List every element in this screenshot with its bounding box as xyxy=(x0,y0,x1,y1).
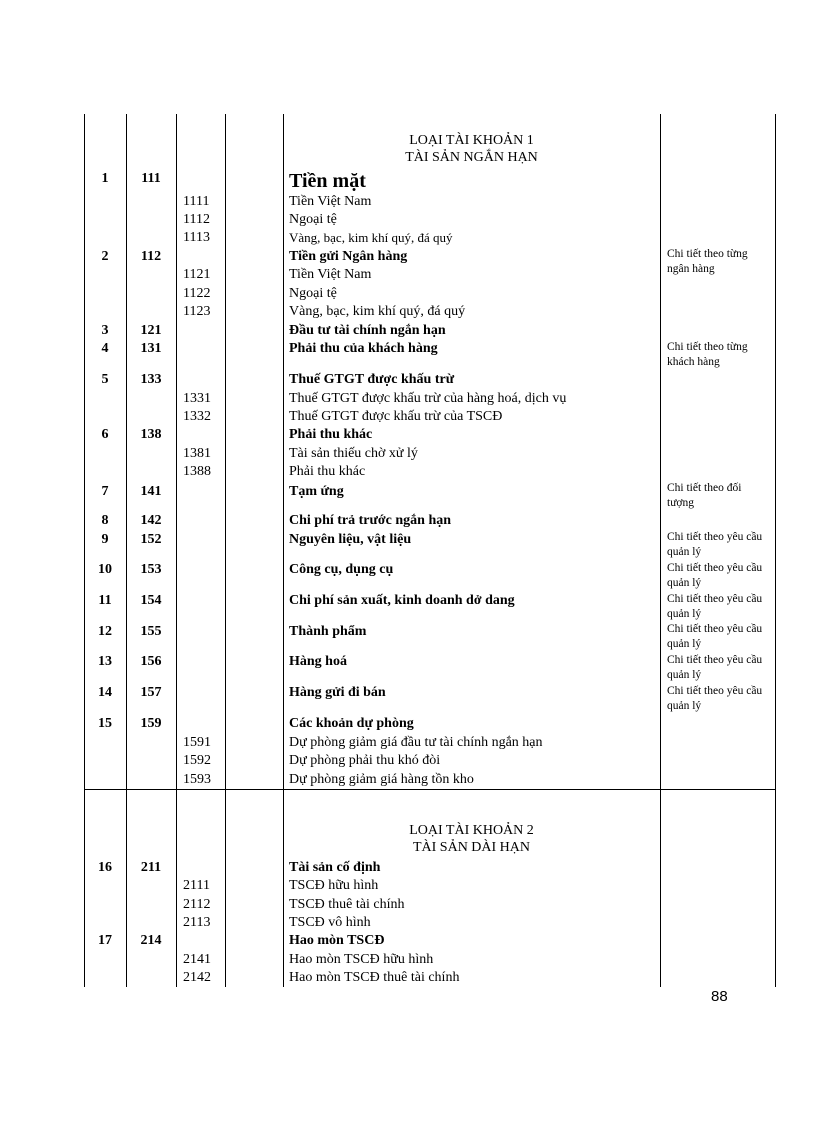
row-code: 141 xyxy=(140,484,162,499)
row-subcode: 1593 xyxy=(183,772,211,787)
row-name: Dự phòng phải thu khó đòi xyxy=(289,753,441,768)
row-note: Chi tiết theo yêu cầu quản lý xyxy=(667,593,763,620)
row-code: 133 xyxy=(140,372,162,387)
row-subcode: 1121 xyxy=(183,267,211,282)
row-stt: 15 xyxy=(98,716,112,731)
row-name: Công cụ, dụng cụ xyxy=(289,562,394,577)
row-code: 138 xyxy=(140,427,162,442)
row-stt: 17 xyxy=(98,933,112,948)
row-subcode: 1388 xyxy=(183,464,211,479)
row-stt: 12 xyxy=(98,624,112,639)
row-note: Chi tiết theo yêu cầu quản lý xyxy=(667,685,763,712)
row-name: TSCĐ hữu hình xyxy=(289,878,379,893)
row-code: 153 xyxy=(140,562,162,577)
table-col-divider xyxy=(660,114,661,987)
row-code: 159 xyxy=(140,716,162,731)
row-note: Chi tiết theo yêu cầu quản lý xyxy=(667,531,763,558)
row-code: 112 xyxy=(140,249,162,264)
row-name: Hàng hoá xyxy=(289,654,347,669)
table-col-divider xyxy=(283,114,284,987)
row-stt: 2 xyxy=(101,249,109,264)
row-subcode: 2141 xyxy=(183,952,211,967)
row-subcode: 1592 xyxy=(183,753,211,768)
row-stt: 9 xyxy=(101,532,109,547)
row-name: Tài sản thiếu chờ xử lý xyxy=(289,446,418,461)
row-name: Thuế GTGT được khấu trừ của hàng hoá, dịch vụ xyxy=(289,391,567,406)
row-name: Đầu tư tài chính ngắn hạn xyxy=(289,323,446,338)
section-2-subtitle: TÀI SẢN DÀI HẠN xyxy=(412,840,531,855)
row-stt: 13 xyxy=(98,654,112,669)
row-name: Thành phẩm xyxy=(289,624,367,639)
row-name: Phải thu của khách hàng xyxy=(289,341,438,356)
table-col-divider xyxy=(225,114,226,987)
row-name: Chi phí sản xuất, kinh doanh dở dang xyxy=(289,593,515,608)
row-subcode: 1123 xyxy=(183,304,211,319)
table-col-divider xyxy=(176,114,177,987)
row-subcode: 1331 xyxy=(183,391,211,406)
row-code: 111 xyxy=(141,171,161,186)
row-name: Ngoại tệ xyxy=(289,286,337,301)
row-subcode: 1113 xyxy=(183,230,210,245)
row-name: Tiền mặt xyxy=(289,170,366,192)
row-code: 142 xyxy=(140,513,162,528)
row-name: Vàng, bạc, kim khí quý, đá quý xyxy=(289,304,466,319)
row-subcode: 1122 xyxy=(183,286,211,301)
row-subcode: 1591 xyxy=(183,735,211,750)
section-2-title: LOẠI TÀI KHOẢN 2 xyxy=(409,823,534,838)
row-stt: 3 xyxy=(101,323,109,338)
row-name: Hao mòn TSCĐ xyxy=(289,933,385,948)
row-name: Ngoại tệ xyxy=(289,212,337,227)
row-note: Chi tiết theo yêu cầu quản lý xyxy=(667,562,763,589)
row-subcode: 2112 xyxy=(183,897,211,912)
row-subcode: 1381 xyxy=(183,446,211,461)
table-border-right xyxy=(775,114,776,987)
row-name: Tiền Việt Nam xyxy=(289,194,372,209)
row-note: Chi tiết theo yêu cầu quản lý xyxy=(667,654,763,681)
row-name: Hao mòn TSCĐ hữu hình xyxy=(289,952,434,967)
row-stt: 10 xyxy=(98,562,112,577)
row-stt: 4 xyxy=(101,341,109,356)
section-1-title: LOẠI TÀI KHOẢN 1 xyxy=(409,133,534,148)
section-divider xyxy=(84,789,776,790)
row-stt: 1 xyxy=(101,171,109,186)
table-border-left xyxy=(84,114,85,987)
row-code: 156 xyxy=(140,654,162,669)
row-stt: 16 xyxy=(98,860,112,875)
row-subcode: 1332 xyxy=(183,409,211,424)
row-code: 152 xyxy=(140,532,162,547)
row-name: Thuế GTGT được khấu trừ xyxy=(289,372,455,387)
row-code: 211 xyxy=(140,860,162,875)
table-col-divider xyxy=(126,114,127,987)
section-1-subtitle: TÀI SẢN NGẮN HẠN xyxy=(405,150,538,165)
row-code: 131 xyxy=(140,341,162,356)
row-subcode: 1111 xyxy=(183,194,210,209)
row-stt: 6 xyxy=(101,427,109,442)
row-name: TSCĐ thuê tài chính xyxy=(289,897,405,912)
row-name: Hàng gửi đi bán xyxy=(289,685,386,700)
row-subcode: 2113 xyxy=(183,915,211,930)
row-name: Vàng, bạc, kim khí quý, đá quý xyxy=(289,230,453,245)
row-name: Tài sản cố định xyxy=(289,860,381,875)
row-code: 214 xyxy=(140,933,162,948)
page-number: 88 xyxy=(711,988,728,1005)
row-name: Chi phí trả trước ngắn hạn xyxy=(289,513,452,528)
row-name: Các khoản dự phòng xyxy=(289,716,414,731)
row-name: Thuế GTGT được khấu trừ của TSCĐ xyxy=(289,409,503,424)
row-name: Dự phòng giảm giá đầu tư tài chính ngắn hạn xyxy=(289,735,543,750)
row-name: Hao mòn TSCĐ thuê tài chính xyxy=(289,970,460,985)
row-note: Chi tiết theo yêu cầu quản lý xyxy=(667,623,763,650)
row-stt: 5 xyxy=(101,372,109,387)
row-name: Phải thu khác xyxy=(289,464,366,479)
row-name: Tạm ứng xyxy=(289,484,344,499)
row-subcode: 1112 xyxy=(183,212,210,227)
row-subcode: 2142 xyxy=(183,970,211,985)
row-stt: 7 xyxy=(101,484,109,499)
row-name: Tiền Việt Nam xyxy=(289,267,372,282)
row-code: 121 xyxy=(140,323,162,338)
row-note: Chi tiết theo từng khách hàng xyxy=(667,341,748,368)
row-note: Chi tiết theo từng ngân hàng xyxy=(667,248,748,275)
row-stt: 8 xyxy=(101,513,109,528)
row-name: Nguyên liệu, vật liệu xyxy=(289,532,412,547)
row-note: Chi tiết theo đối tượng xyxy=(667,482,742,509)
row-name: Tiền gửi Ngân hàng xyxy=(289,249,408,264)
row-name: Phải thu khác xyxy=(289,427,373,442)
row-stt: 11 xyxy=(98,593,112,608)
row-name: TSCĐ vô hình xyxy=(289,915,371,930)
row-name: Dự phòng giảm giá hàng tồn kho xyxy=(289,772,474,787)
row-stt: 14 xyxy=(98,685,112,700)
row-subcode: 2111 xyxy=(183,878,210,893)
row-code: 155 xyxy=(140,624,162,639)
row-code: 154 xyxy=(140,593,162,608)
row-code: 157 xyxy=(140,685,162,700)
